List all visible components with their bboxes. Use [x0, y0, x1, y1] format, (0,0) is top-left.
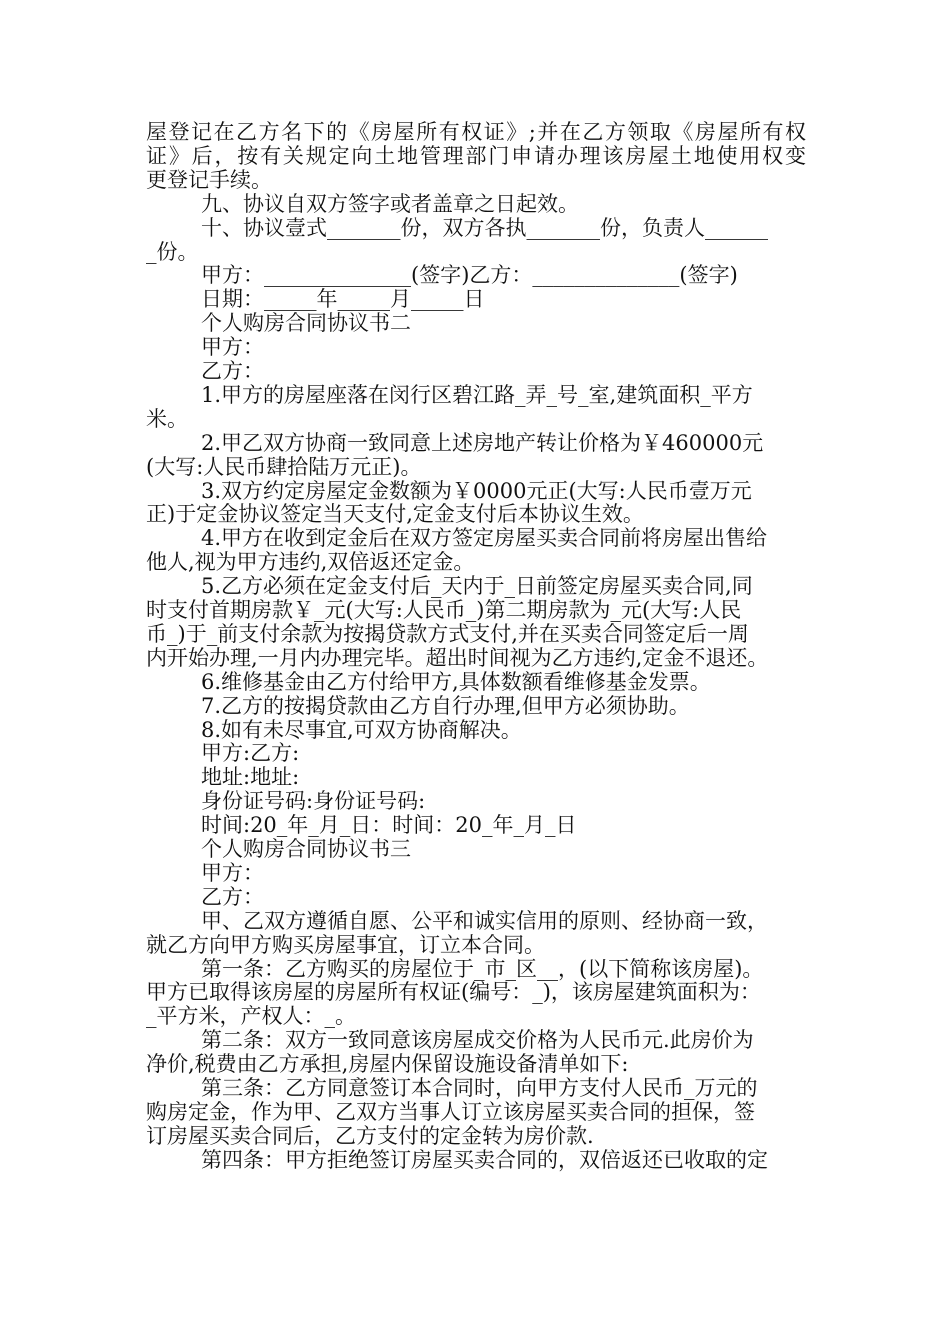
- text-line-14: 2.甲乙双方协商一致同意上述房地产转让价格为￥460000元: [201, 431, 764, 455]
- text-line-10: 甲方：: [201, 335, 264, 359]
- text-line-21: 时支付首期房款￥_元(大写:人民币_)第二期房款为_元(大写:人民: [146, 598, 742, 622]
- text-line-33: 乙方：: [201, 885, 264, 909]
- text-line-24: 6.维修基金由乙方付给甲方,具体数额看维修基金发票。: [201, 670, 711, 694]
- text-line-25: 7.乙方的按揭贷款由乙方自行办理,但甲方必须协助。: [201, 694, 690, 718]
- text-line-12: 1.甲方的房屋座落在闵行区碧江路_弄_号_室,建筑面积_平方: [201, 383, 753, 407]
- text-line-35: 就乙方向甲方购买房屋事宜，订立本合同。: [146, 933, 545, 957]
- text-line-43: 订房屋买卖合同后，乙方支付的定金转为房价款.: [146, 1124, 594, 1148]
- text-line-15: (大写:人民币肆拾陆万元正)。: [146, 455, 422, 479]
- text-line-7: 甲方：______________(签字)乙方：______________(签字): [201, 263, 738, 287]
- text-line-8: 日期：_____年_____月_____日: [201, 287, 485, 311]
- text-line-29: 身份证号码:身份证号码:: [201, 789, 426, 813]
- text-line-16: 3.双方约定房屋定金数额为￥0000元正(大写:人民币壹万元: [201, 479, 752, 503]
- text-line-36: 第一条：乙方购买的房屋位于_市_区__，(以下简称该房屋)。: [201, 957, 764, 981]
- text-line-37: 甲方已取得该房屋的房屋所有权证(编号：_)，该房屋建筑面积为：: [146, 980, 761, 1004]
- text-line-23: 内开始办理,一月内办理完毕。超出时间视为乙方违约,定金不退还。: [146, 646, 769, 670]
- text-line-5: 十、协议壹式_______份，双方各执_______份，负责人______: [201, 216, 768, 240]
- text-line-31: 个人购房合同协议书三: [201, 837, 411, 861]
- text-line-28: 地址:地址:: [201, 765, 300, 789]
- text-line-11: 乙方：: [201, 359, 264, 383]
- text-line-40: 净价,税费由乙方承担,房屋内保留设施设备清单如下:: [146, 1052, 629, 1076]
- text-line-18: 4.甲方在收到定金后在双方签定房屋买卖合同前将房屋出售给: [201, 526, 768, 550]
- text-line-32: 甲方：: [201, 861, 264, 885]
- text-line-3: 更登记手续。: [146, 168, 272, 192]
- text-line-4: 九、协议自双方签字或者盖章之日起效。: [201, 192, 579, 216]
- text-line-34: 甲、乙双方遵循自愿、公平和诚实信用的原则、经协商一致，: [201, 909, 768, 933]
- text-line-22: 币_)于_前支付余款为按揭贷款方式支付,并在买卖合同签定后一周: [146, 622, 749, 646]
- text-line-6: _份。: [146, 240, 199, 264]
- text-line-27: 甲方:乙方:: [201, 741, 300, 765]
- text-line-1: 屋登记在乙方名下的《房屋所有权证》;并在乙方领取《房屋所有权: [146, 120, 806, 144]
- text-line-20: 5.乙方必须在定金支付后_天内于_日前签定房屋买卖合同,同: [201, 574, 753, 598]
- text-line-2: 证》后，按有关规定向土地管理部门申请办理该房屋土地使用权变: [146, 144, 806, 168]
- text-line-13: 米。: [146, 407, 188, 431]
- text-line-30: 时间:20_年_月_日：时间：20_年_月_日: [201, 813, 577, 837]
- text-line-19: 他人,视为甲方违约,双倍返还定金。: [146, 550, 475, 574]
- text-line-44: 第四条：甲方拒绝签订房屋买卖合同的，双倍返还已收取的定: [201, 1148, 768, 1172]
- text-line-26: 8.如有未尽事宜,可双方协商解决。: [201, 718, 522, 742]
- text-line-39: 第二条：双方一致同意该房屋成交价格为人民币元.此房价为: [201, 1028, 754, 1052]
- text-line-9: 个人购房合同协议书二: [201, 311, 411, 335]
- text-line-17: 正)于定金协议签定当天支付,定金支付后本协议生效。: [146, 502, 644, 526]
- text-line-42: 购房定金，作为甲、乙双方当事人订立该房屋买卖合同的担保，签: [146, 1100, 755, 1124]
- text-line-41: 第三条：乙方同意签订本合同时，向甲方支付人民币_万元的: [201, 1076, 758, 1100]
- text-line-38: _平方米，产权人：_。: [146, 1004, 356, 1028]
